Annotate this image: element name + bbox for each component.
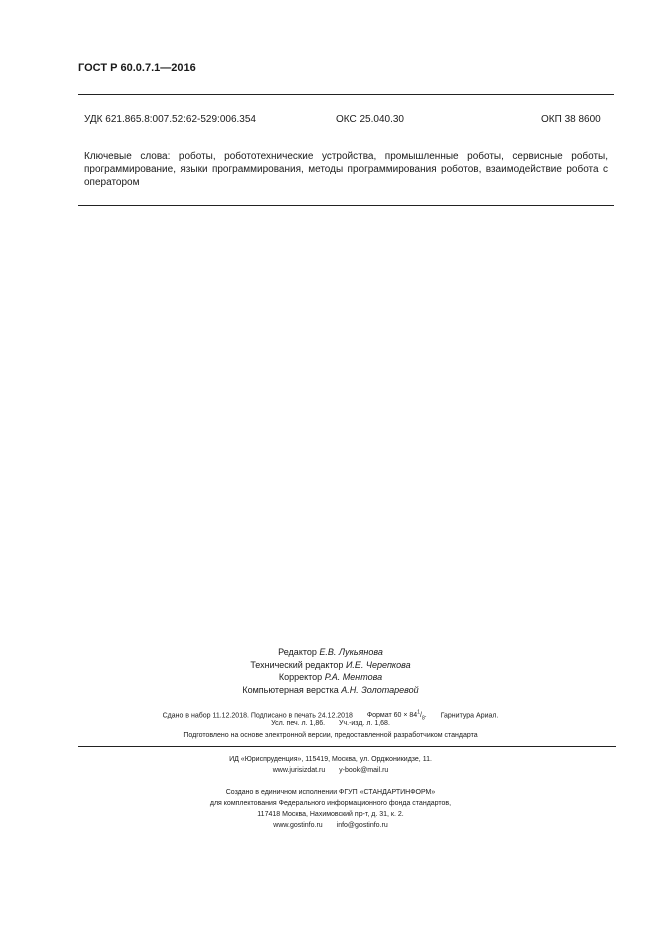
- prepared-note: Подготовлено на основе электронной версии, предоставленной разработчиком стандарта: [183, 732, 478, 739]
- publisher-sheets: Уч.-изд. л. 1,68.: [339, 720, 390, 727]
- okp-code: ОКП 38 8600: [541, 114, 601, 125]
- publisher-email-link[interactable]: y-book@mail.ru: [339, 767, 389, 774]
- publisher-contacts: [0, 765, 661, 776]
- tech-editor-label: Технический редактор: [250, 659, 344, 670]
- publisher-block: [0, 754, 661, 776]
- producer-line-2: для комплектования Федерального информационного фонда стандартов,: [209, 800, 452, 807]
- producer-contacts: [0, 820, 661, 831]
- staff-credits: [0, 646, 661, 696]
- publisher-site-link[interactable]: www.jurisizdat.ru: [272, 767, 326, 774]
- producer-site-link[interactable]: www.gostinfo.ru: [273, 822, 323, 829]
- editor-label: Редактор: [278, 647, 317, 657]
- signed-date: Подписано в печать 24.12.2018: [250, 712, 353, 720]
- typeset-date: Сдано в набор 11.12.2018.: [162, 712, 249, 720]
- corrector-line: [0, 671, 661, 684]
- producer-block: [0, 787, 661, 831]
- top-divider: [78, 94, 614, 95]
- print-info-line-2: [0, 720, 661, 727]
- tech-editor-name: И.Е. Черепкова: [345, 659, 411, 670]
- producer-line-1: Создано в единичном исполнении ФГУП «СТАНДАРТИНФОРМ»: [225, 789, 436, 796]
- print-sheets: Усл. печ. л. 1,86.: [271, 720, 326, 727]
- paper-format: Формат $60 \times 84^1/_8$.: [366, 710, 427, 722]
- keywords-divider: [78, 205, 614, 206]
- publisher-address: ИД «Юриспруденция», 115419, Москва, ул. Орджоникидзе, 11.: [229, 756, 432, 763]
- layout-line: [0, 684, 661, 697]
- document-code: ГОСТ Р 60.0.7.1—2016: [78, 62, 196, 74]
- producer-line-3: 117418 Москва, Нахимовский пр-т, д. 31, к. 2.: [257, 811, 404, 818]
- editor-name: Е.В. Лукьянова: [319, 647, 383, 657]
- layout-label: Компьютерная верстка: [242, 684, 339, 695]
- editor-line: [0, 646, 661, 659]
- producer-email-link[interactable]: info@gostinfo.ru: [336, 822, 388, 829]
- oks-code: ОКС 25.040.30: [336, 114, 404, 125]
- corrector-label: Корректор: [278, 672, 323, 682]
- imprint-divider: [78, 746, 616, 747]
- corrector-name: Р.А. Ментова: [324, 672, 383, 682]
- layout-name: А.Н. Золотаревой: [341, 684, 419, 695]
- tech-editor-line: [0, 659, 661, 672]
- udk-code: УДК 621.865.8:007.52:62-529:006.354: [84, 114, 256, 125]
- keywords-paragraph: Ключевые слова: роботы, робототехнические устройства, промышленные роботы, сервисные роботы, программирование, языки программирования, методы программирования роботов, взаимодействие робота с оператором: [84, 151, 608, 188]
- typeface: Гарнитура Ариал.: [440, 712, 499, 720]
